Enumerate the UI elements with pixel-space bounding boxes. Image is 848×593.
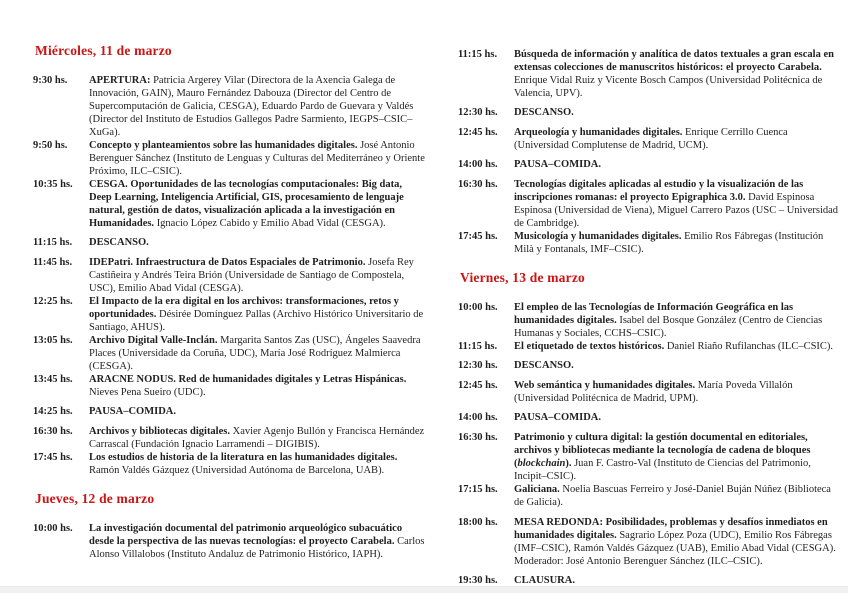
session-time: 16:30 hs. <box>33 426 73 437</box>
session-description: DESCANSO. <box>514 107 574 118</box>
session-row <box>458 411 840 424</box>
session-description: Patrimonio y cultura digital: la gestión documental en editoriales, archivos y bibliotecas mediante la tecnología de cadena de bloques (blockchain). Juan F. Castro-Val (Instituto de Ciencias del Patrimonio, Incipit–CSIC). <box>514 432 811 482</box>
session-description: PAUSA–COMIDA. <box>514 159 602 170</box>
day-header: Miércoles, 11 de marzo <box>35 43 172 58</box>
session-time: 17:15 hs. <box>458 484 498 495</box>
session-description: Tecnologías digitales aplicadas al estudio y la visualización de las inscripciones romanas: el proyecto Epigraphica 3.0. David Espinosa Espinosa (Universidad de Viena), Miguel Carrero Pazos (USC – Universidad de Cambridge). <box>514 179 839 229</box>
session-row <box>458 48 840 100</box>
session-row <box>33 522 425 561</box>
session-row <box>33 425 425 451</box>
session-row <box>33 139 425 178</box>
session-time: 11:15 hs. <box>458 341 498 352</box>
session-row <box>458 158 840 171</box>
session-description: Arqueología y humanidades digitales. Enrique Cerrillo Cuenca (Universidad Complutense de Madrid, UCM). <box>514 127 788 151</box>
session-time: 10:00 hs. <box>458 302 498 313</box>
session-row <box>458 379 840 405</box>
session-description: La investigación documental del patrimonio arqueológico subacuático desde la perspectiva de las nuevas tecnologías: el proyecto Carabela. Carlos Alonso Villalobos (Instituto Andaluz de Patrimonio Histórico, IAPH). <box>89 523 425 560</box>
session-description: IDEPatri. Infraestructura de Datos Espaciales de Patrimonio. Josefa Rey Castiñeira y Andrés Teira Brión (Universidade de Santiago de Compostela, USC), Emilio Abad Vidal (CESGA). <box>89 257 414 294</box>
session-row <box>458 340 840 353</box>
session-time: 12:30 hs. <box>458 360 498 371</box>
session-time: 13:45 hs. <box>33 374 73 385</box>
session-description: CESGA. Oportunidades de las tecnologías computacionales: Big data, Deep Learning, Inteligencia Artificial, GIS, procesamiento de lenguaje natural, gestión de datos, visualización aplicada a la investigación en Humanidades. Ignacio López Cabido y Emilio Abad Vidal (CESGA). <box>89 179 404 229</box>
viewer-bottom-strip <box>0 586 848 593</box>
session-row <box>33 405 425 418</box>
session-row <box>458 301 840 340</box>
session-row <box>458 359 840 372</box>
session-row <box>33 451 425 477</box>
session-row <box>33 256 425 295</box>
session-row <box>33 236 425 249</box>
session-time: 9:50 hs. <box>33 140 68 151</box>
session-description: Galiciana. Noelia Bascuas Ferreiro y José-Daniel Buján Núñez (Biblioteca de Galicia). <box>514 484 831 508</box>
program-column-right <box>458 0 840 593</box>
session-row <box>33 334 425 373</box>
session-time: 10:35 hs. <box>33 179 73 190</box>
session-description: ARACNE NODUS. Red de humanidades digitales y Letras Hispánicas. Nieves Pena Sueiro (UDC). <box>89 374 407 398</box>
session-time: 11:45 hs. <box>33 257 73 268</box>
session-description: DESCANSO. <box>89 237 149 248</box>
session-row <box>458 431 840 483</box>
session-time: 17:45 hs. <box>33 452 73 463</box>
session-row <box>458 516 840 568</box>
session-time: 11:15 hs. <box>33 237 73 248</box>
day-header: Viernes, 13 de marzo <box>460 270 585 285</box>
program-column-left <box>33 0 425 561</box>
session-row <box>458 483 840 509</box>
session-time: 12:45 hs. <box>458 380 498 391</box>
session-description: Archivos y bibliotecas digitales. Xavier Agenjo Bullón y Francisca Hernández Carrascal (Fundación Ignacio Larramendi – DIGIBIS). <box>89 426 425 450</box>
session-row <box>33 373 425 399</box>
session-description: PAUSA–COMIDA. <box>514 412 602 423</box>
session-description: APERTURA: Patricia Argerey Vilar (Directora de la Axencia Galega de Innovación, GAIN), Mauro Fernández Dabouza (Director del Centro de Supercomputación de Galicia, CESGA), Eduardo Pardo de Guevara y Valdés (Director del Instituto de Estudios Gallegos Padre Sarmiento, IEGPS–CSIC–XuGa). <box>89 75 414 138</box>
session-time: 18:00 hs. <box>458 517 498 528</box>
session-description: Los estudios de historia de la literatura en las humanidades digitales. Ramón Valdés Gázquez (Universidad Autónoma de Barcelona, UAB). <box>89 452 398 476</box>
session-time: 13:05 hs. <box>33 335 73 346</box>
session-time: 14:00 hs. <box>458 412 498 423</box>
session-description: El Impacto de la era digital en los archivos: transformaciones, retos y oportunidades. Désirée Domínguez Pallas (Archivo Histórico Universitario de Santiago, AHUS). <box>89 296 424 333</box>
session-time: 16:30 hs. <box>458 179 498 190</box>
session-row <box>458 106 840 119</box>
session-time: 10:00 hs. <box>33 523 73 534</box>
session-description: DESCANSO. <box>514 360 574 371</box>
session-description: Concepto y planteamientos sobre las humanidades digitales. José Antonio Berenguer Sánchez (Instituto de Lenguas y Culturas del Mediterráneo y Oriente Próximo, ILC–CSIC). <box>89 140 425 177</box>
session-description: El etiquetado de textos históricos. Daniel Riaño Rufilanchas (ILC–CSIC). <box>514 341 834 352</box>
session-time: 17:45 hs. <box>458 231 498 242</box>
day-header: Jueves, 12 de marzo <box>35 491 155 506</box>
session-row <box>458 178 840 230</box>
session-description: PAUSA–COMIDA. <box>89 406 177 417</box>
session-description: MESA REDONDA: Posibilidades, problemas y desafíos inmediatos en humanidades digitales. Sagrario López Poza (UDC), Emilio Ros Fábregas (IMF–CSIC), Ramón Valdés Gázquez (UAB), Emilio Abad Vidal (CESGA). Moderador: José Antonio Berenguer Sánchez (ILC–CSIC). <box>514 517 836 567</box>
session-description: Musicología y humanidades digitales. Emilio Ros Fábregas (Institución Milà y Fontanals, IMF–CSIC). <box>514 231 824 255</box>
session-row <box>458 126 840 152</box>
session-time: 12:25 hs. <box>33 296 73 307</box>
session-time: 11:15 hs. <box>458 49 498 60</box>
session-description: CLAUSURA. <box>514 575 575 586</box>
session-row <box>33 295 425 334</box>
session-description: Búsqueda de información y analítica de datos textuales a gran escala en extensas colecciones de manuscritos históricos: el proyecto Carabela. Enrique Vidal Ruiz y Vicente Bosch Campos (Universidad Politécnica de Valencia, UPV). <box>514 49 834 99</box>
session-row <box>33 178 425 230</box>
session-time: 14:00 hs. <box>458 159 498 170</box>
session-time: 12:45 hs. <box>458 127 498 138</box>
session-row <box>458 230 840 256</box>
session-time: 16:30 hs. <box>458 432 498 443</box>
session-description: El empleo de las Tecnologías de Información Geográfica en las humanidades digitales. Isabel del Bosque González (Centro de Ciencias Humanas y Sociales, CCHS–CSIC). <box>514 302 823 339</box>
session-time: 19:30 hs. <box>458 575 498 586</box>
session-description: Archivo Digital Valle-Inclán. Margarita Santos Zas (USC), Ángeles Saavedra Places (Universidade da Coruña, UDC), María José Rodríguez Malmierca (CESGA). <box>89 335 421 372</box>
session-row <box>33 74 425 139</box>
session-time: 12:30 hs. <box>458 107 498 118</box>
session-time: 9:30 hs. <box>33 75 68 86</box>
session-time: 14:25 hs. <box>33 406 73 417</box>
session-description: Web semántica y humanidades digitales. María Poveda Villalón (Universidad Politécnica de Madrid, UPM). <box>514 380 793 404</box>
